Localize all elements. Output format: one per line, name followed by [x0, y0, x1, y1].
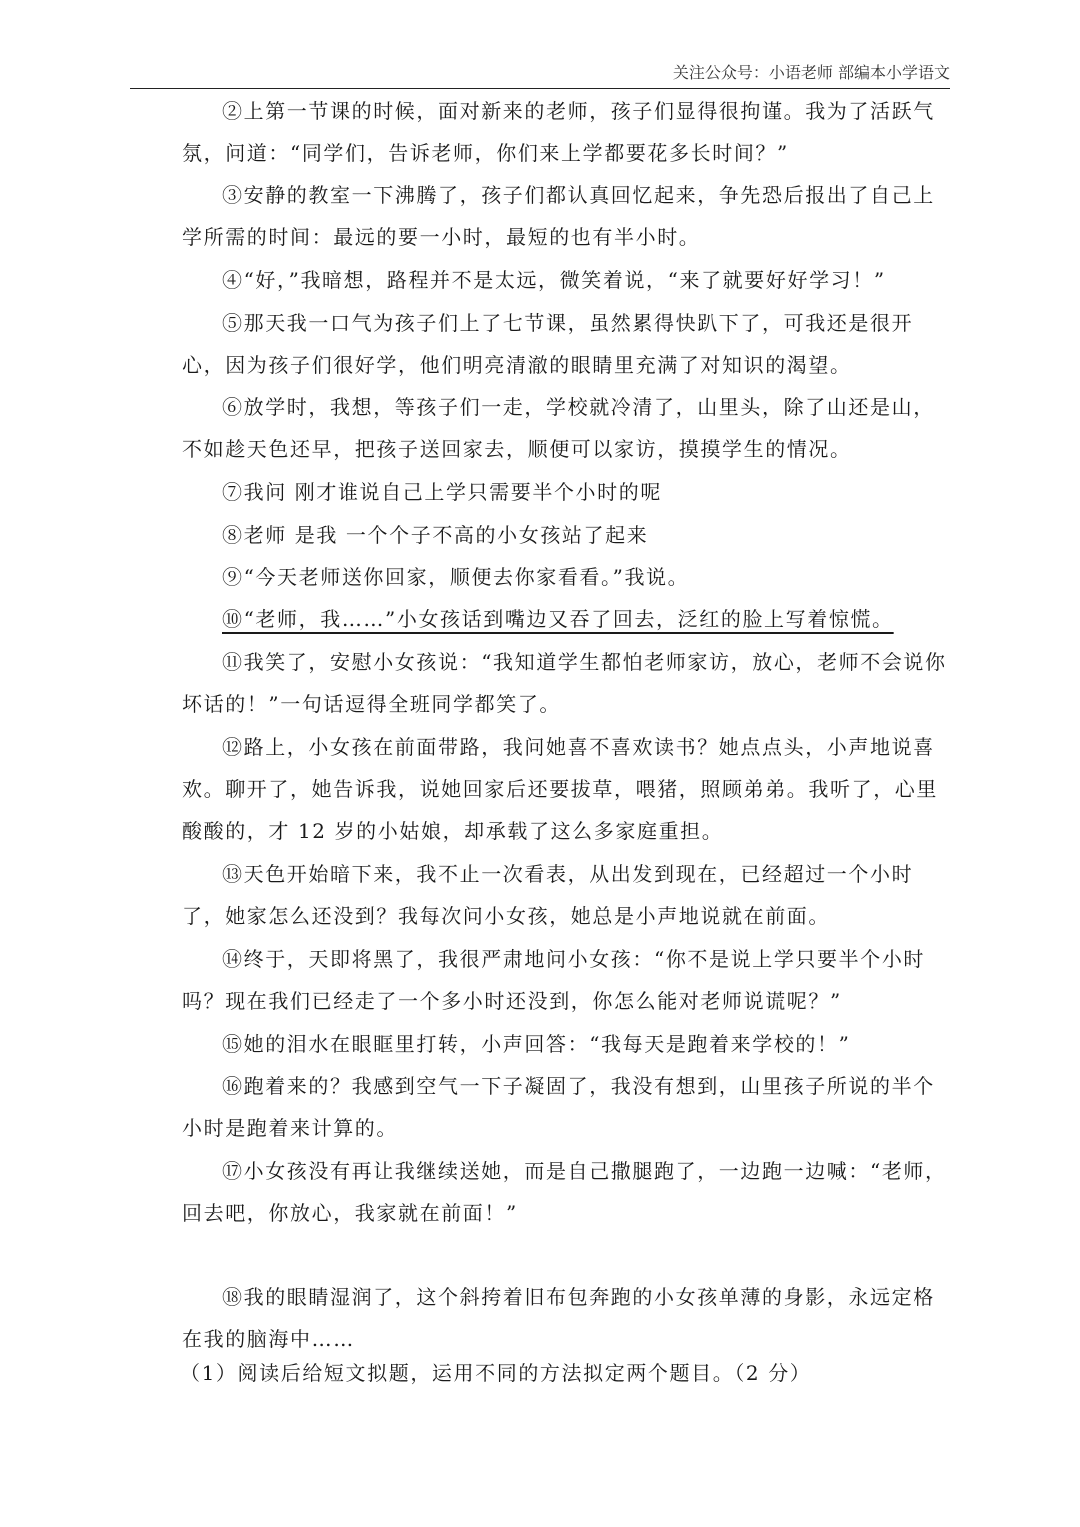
paragraph-14: ⑭终于，天即将黑了，我很严肃地问小女孩：“你不是说上学只要半个小时吗？现在我们已经走了一个多小时还没到，你怎么能对老师说谎呢？”: [182, 947, 926, 1013]
header-divider: [130, 88, 950, 89]
paragraph-15: ⑮她的泪水在眼眶里打转，小声回答：“我每天是跑着来学校的！”: [222, 1032, 851, 1056]
paragraph-16: ⑯跑着来的？我感到空气一下子凝固了，我没有想到，山里孩子所说的半个小时是跑着来计算的。: [182, 1074, 935, 1140]
paragraph-12: ⑫路上，小女孩在前面带路，我问她喜不喜欢读书？她点点头，小声地说喜欢。聊开了，她告诉我，说她回家后还要拔草，喂猪，照顾弟弟。我听了，心里酸酸的，才 12 岁的小姑娘，却承载了这么多家庭重担。: [182, 735, 938, 843]
paragraph-13: ⑬天色开始暗下来，我不止一次看表，从出发到现在，已经超过一个小时了，她家怎么还没到？我每次问小女孩，她总是小声地说就在前面。: [182, 862, 914, 928]
paragraph-4: ④“好，”我暗想，路程并不是太远，微笑着说，“来了就要好好学习！”: [222, 268, 886, 292]
paragraph-6: ⑥放学时，我想，等孩子们一走，学校就冷清了，山里头，除了山还是山，不如趁天色还早，把孩子送回家去，顺便可以家访，摸摸学生的情况。: [182, 395, 935, 461]
paragraph-5: ⑤那天我一口气为孩子们上了七节课，虽然累得快趴下了，可我还是很开心，因为孩子们很好学，他们明亮清澈的眼睛里充满了对知识的渴望。: [182, 311, 914, 377]
paragraph-7: ⑦我问 刚才谁说自己上学只需要半个小时的呢: [222, 480, 662, 504]
paragraph-9: ⑨“今天老师送你回家，顺便去你家看看。”我说。: [222, 565, 690, 589]
paragraph-3: ③安静的教室一下沸腾了，孩子们都认真回忆起来，争先恐后报出了自己上学所需的时间：最远的要一小时，最短的也有半小时。: [182, 183, 935, 249]
paragraph-10: [182, 598, 952, 640]
paragraph-2: ②上第一节课的时候，面对新来的老师，孩子们显得很拘谨。我为了活跃气氛，问道：“同学们，告诉老师，你们来上学都要花多长时间？”: [182, 99, 935, 165]
paragraph-11: ⑪我笑了，安慰小女孩说：“我知道学生都怕老师家访，放心，老师不会说你坏话的！”一句话逗得全班同学都笑了。: [182, 650, 947, 716]
question-1: （1）阅读后给短文拟题，运用不同的方法拟定两个题目。（2 分）: [180, 1361, 812, 1385]
paragraph-17: ⑰小女孩没有再让我继续送她，而是自己撒腿跑了，一边跑一边喊：“老师， 回去吧，你放心，我家就在前面！”: [182, 1159, 947, 1225]
paragraph-18: ⑱我的眼睛湿润了，这个斜挎着旧布包奔跑的小女孩单薄的身影，永远定格在我的脑海中……: [182, 1285, 935, 1351]
page-header: 关注公众号：小语老师 部编本小学语文: [672, 63, 950, 82]
paragraph-8: ⑧老师 是我 一个个子不高的小女孩站了起来: [222, 523, 649, 547]
underlined-sentence: ⑩“老师，我……”小女孩话到嘴边又吞了回去，泛红的脸上写着惊慌。: [222, 607, 894, 631]
